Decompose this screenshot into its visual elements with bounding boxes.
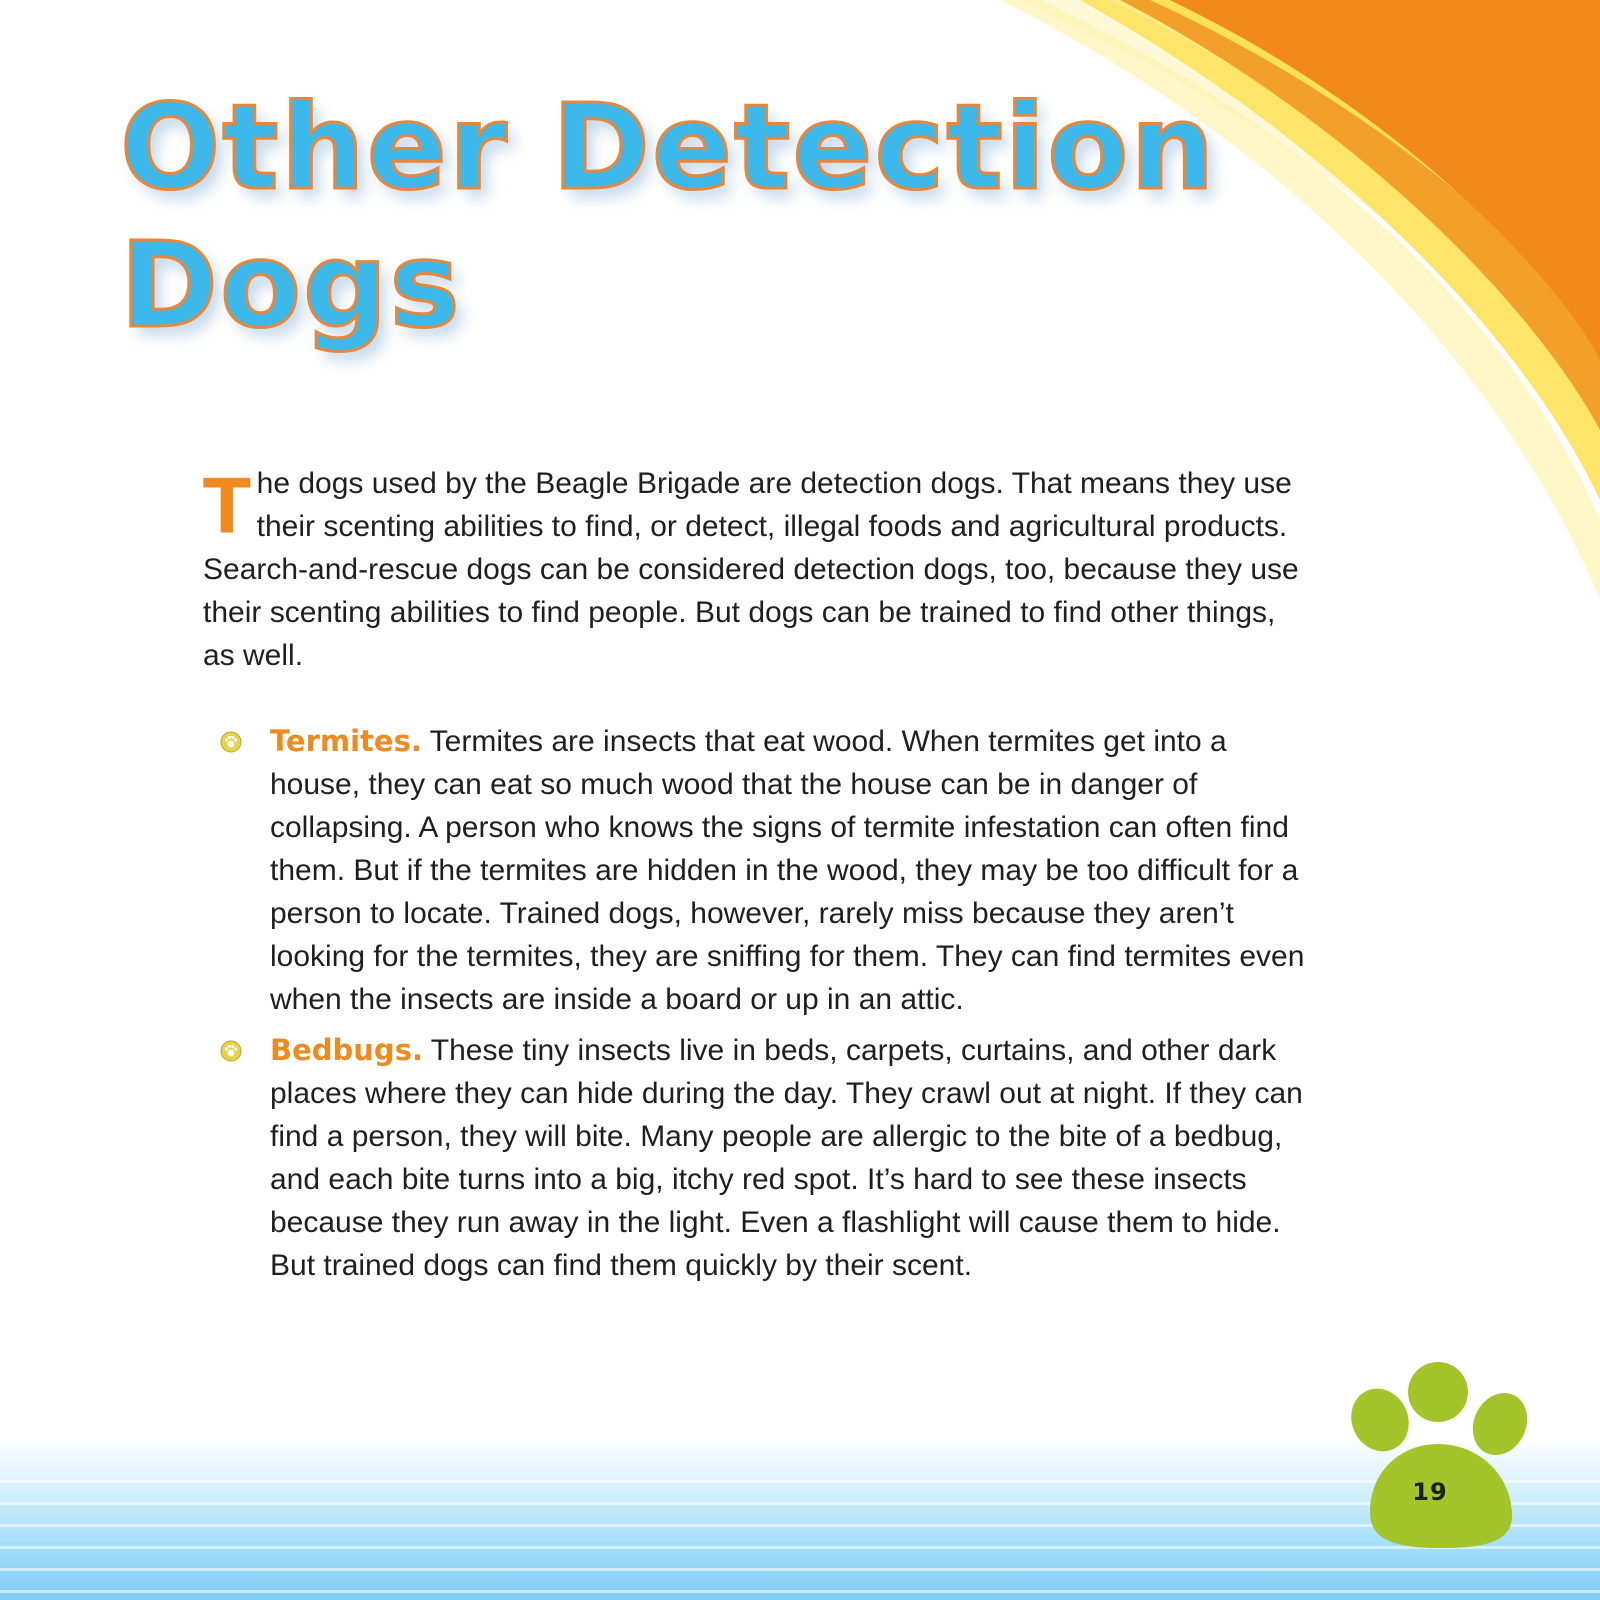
paw-bullet-icon	[220, 1040, 242, 1062]
term-description: These tiny insects live in beds, carpets, curtains, and other dark places where they can hide during the day. They crawl out at night. If they can find a person, they will bite. Many people are allergic to the bite of a bedbug, and each bite turns into a big, itchy red spot. It’s hard to see these insects because they run away in the light. Even a flashlight will cause them to hide. But trained dogs can find them quickly by their scent.	[270, 1034, 1303, 1282]
page-title-line-1: Other Detection	[120, 78, 1217, 216]
list-item-termites	[220, 720, 1315, 1021]
paw-print-icon	[1350, 1362, 1540, 1552]
intro-text: he dogs used by the Beagle Brigade are detection dogs. That means they use their scenting abilities to find, or detect, illegal foods and agricultural products. Search-and-rescue dogs can be considered detection dogs, too, because they use their scenting abilities to find people. But dogs can be trained to find other things, as well.	[203, 467, 1299, 672]
page-title-line-2: Dogs	[120, 216, 462, 354]
drop-cap: T	[203, 461, 251, 549]
detection-list	[220, 720, 1315, 1295]
page-number: 19	[1412, 1478, 1448, 1506]
term-label: Termites.	[270, 724, 422, 758]
paw-bullet-icon	[220, 731, 242, 753]
list-item-bedbugs	[220, 1029, 1315, 1287]
term-description: Termites are insects that eat wood. When termites get into a house, they can eat so much wood that the house can be in danger of collapsing. A person who knows the signs of termite infestation can often find them. But if the termites are hidden in the wood, they may be too difficult for a person to locate. Trained dogs, however, rarely miss because they aren’t looking for the termites, they are sniffing for them. They can find termites even when the insects are inside a board or up in an attic.	[270, 725, 1305, 1016]
term-label: Bedbugs.	[270, 1033, 423, 1067]
intro-paragraph	[203, 462, 1313, 677]
page-title	[120, 78, 1216, 354]
